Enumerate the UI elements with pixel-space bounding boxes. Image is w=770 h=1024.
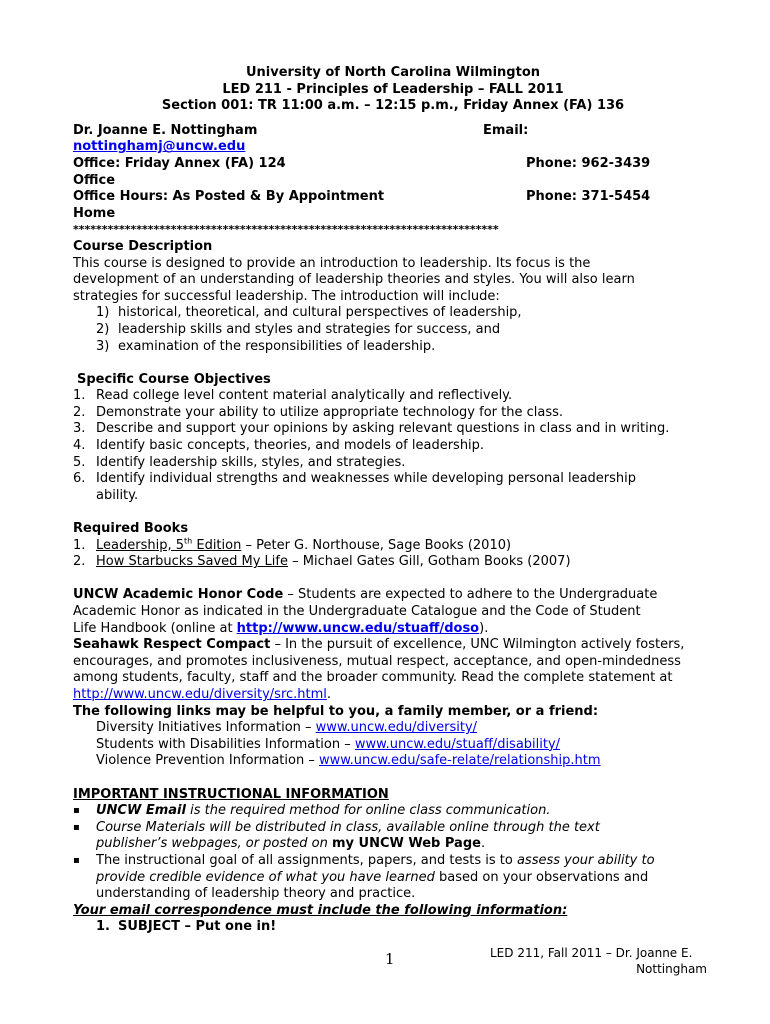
bullet-item-continuation: provide credible evidence of what you have learned based on your observations and (96, 869, 649, 885)
course-description-heading: Course Description (73, 238, 213, 254)
diversity-src-link[interactable]: http://www.uncw.edu/diversity/src.html (73, 686, 327, 702)
syllabus-page (73, 65, 713, 936)
email-requirement-item: 1. SUBJECT – Put one in! (96, 919, 277, 935)
bullet-icon: ▪ (73, 854, 80, 866)
office-phone: Phone: 962-3439 (526, 155, 651, 171)
office-word: Office (73, 172, 116, 188)
honor-code-line: UNCW Academic Honor Code – Students are expected to adhere to the Undergraduate (73, 587, 658, 603)
honor-code-title: UNCW Academic Honor Code (73, 587, 284, 603)
email-requirements-heading: Your email correspondence must include the following information: (73, 902, 568, 918)
objective-item: 6. Identify individual strengths and weaknesses while developing personal leadership (73, 471, 637, 487)
book-title: Leadership, 5th Edition (96, 536, 242, 553)
helpful-link-item: Students with Disabilities Information – www.uncw.edu/stuaff/disability/ (96, 736, 561, 752)
office-hours: Office Hours: As Posted & By Appointment (73, 189, 385, 205)
description-item: 1) historical, theoretical, and cultural perspectives of leadership, (96, 305, 522, 321)
divider: ************************************************************************** (73, 223, 499, 237)
seahawk-line: Seahawk Respect Compact – In the pursuit of excellence, UNC Wilmington actively fosters, (73, 637, 685, 653)
description-item: 2) leadership skills and styles and strategies for success, and (96, 321, 501, 337)
violence-prevention-link[interactable]: www.uncw.edu/safe-relate/relationship.htm (318, 753, 601, 769)
diversity-link[interactable]: www.uncw.edu/diversity/ (315, 720, 478, 736)
email-label: Email: (483, 122, 529, 138)
description-line: development of an understanding of leadership theories and styles. You will also learn (73, 272, 635, 288)
objective-item: 5. Identify leadership skills, styles, and strategies. (73, 454, 406, 470)
instructor-row (73, 123, 713, 140)
bullet-item: ▪ UNCW Email is the required method for online class communication. (73, 803, 551, 819)
bullet-icon: ▪ (73, 821, 80, 833)
objective-item: 3. Describe and support your opinions by asking relevant questions in class and in writing. (73, 421, 670, 437)
helpful-link-item: Violence Prevention Information – www.uncw.edu/safe-relate/relationship.htm (96, 753, 601, 769)
seahawk-line: among students, faculty, staff and the broader community. Read the complete statement at (73, 670, 673, 686)
objectives-heading: Specific Course Objectives (77, 371, 271, 387)
seahawk-line: encourages, and promotes inclusiveness, mutual respect, acceptance, and open-mindedness (73, 653, 681, 669)
book-item: 2. How Starbucks Saved My Life – Michael Gates Gill, Gotham Books (2007) (73, 554, 571, 570)
bullet-item-continuation: understanding of leadership theory and practice. (96, 886, 416, 902)
doso-link[interactable]: http://www.uncw.edu/stuaff/doso (236, 620, 480, 636)
helpful-links-heading: The following links may be helpful to you, a family member, or a friend: (73, 703, 599, 719)
email-row (73, 139, 713, 156)
course-title: LED 211 - Principles of Leadership – FALL 2011 (222, 81, 564, 97)
office-row (73, 156, 713, 173)
bullet-item-continuation: publisher’s webpages, or posted on my UNCW Web Page. (96, 836, 486, 852)
book-title: How Starbucks Saved My Life (96, 554, 288, 570)
honor-code-line: Academic Honor as indicated in the Undergraduate Catalogue and the Code of Student (73, 604, 641, 619)
university-title: University of North Carolina Wilmington (245, 65, 541, 80)
honor-code-line: Life Handbook (online at http://www.uncw.edu/stuaff/doso). (73, 620, 489, 636)
page-number: 1 (385, 950, 395, 968)
description-line: strategies for successful leadership. The introduction will include: (73, 288, 500, 304)
objective-item: 1. Read college level content material analytically and reflectively. (73, 388, 513, 404)
description-item: 3) examination of the responsibilities of leadership. (96, 338, 436, 354)
required-books-heading: Required Books (73, 521, 189, 537)
bullet-item: ▪ Course Materials will be distributed in class, available online through the text (73, 819, 600, 835)
home-word: Home (73, 205, 116, 221)
important-info-heading: IMPORTANT INSTRUCTIONAL INFORMATION (73, 786, 389, 802)
instructor-email-link[interactable]: nottinghamj@uncw.edu (73, 139, 246, 155)
home-phone: Phone: 371-5454 (526, 189, 651, 205)
office-location: Office: Friday Annex (FA) 124 (73, 155, 286, 171)
objective-item-continuation: ability. (96, 487, 139, 503)
objective-item: 4. Identify basic concepts, theories, and models of leadership. (73, 438, 485, 454)
section-info: Section 001: TR 11:00 a.m. – 12:15 p.m., Friday Annex (FA) 136 (161, 98, 625, 114)
seahawk-line: http://www.uncw.edu/diversity/src.html. (73, 686, 332, 702)
seahawk-title: Seahawk Respect Compact (73, 637, 271, 653)
helpful-link-item: Diversity Initiatives Information – www.uncw.edu/diversity/ (96, 720, 478, 736)
description-line: This course is designed to provide an introduction to leadership. Its focus is the (73, 255, 591, 271)
instructor-name: Dr. Joanne E. Nottingham (73, 122, 258, 138)
book-item: 1. Leadership, 5th Edition – Peter G. Northouse, Sage Books (2010) (73, 536, 512, 553)
hours-row (73, 189, 713, 206)
bullet-icon: ▪ (73, 805, 80, 817)
objective-item: 2. Demonstrate your ability to utilize appropriate technology for the class. (73, 404, 564, 420)
bullet-item: ▪ The instructional goal of all assignments, papers, and tests is to assess your ability to (73, 852, 655, 868)
footer-course-info: LED 211, Fall 2011 – Dr. Joanne E. Nottingham (490, 946, 707, 976)
disability-link[interactable]: www.uncw.edu/stuaff/disability/ (354, 736, 561, 752)
